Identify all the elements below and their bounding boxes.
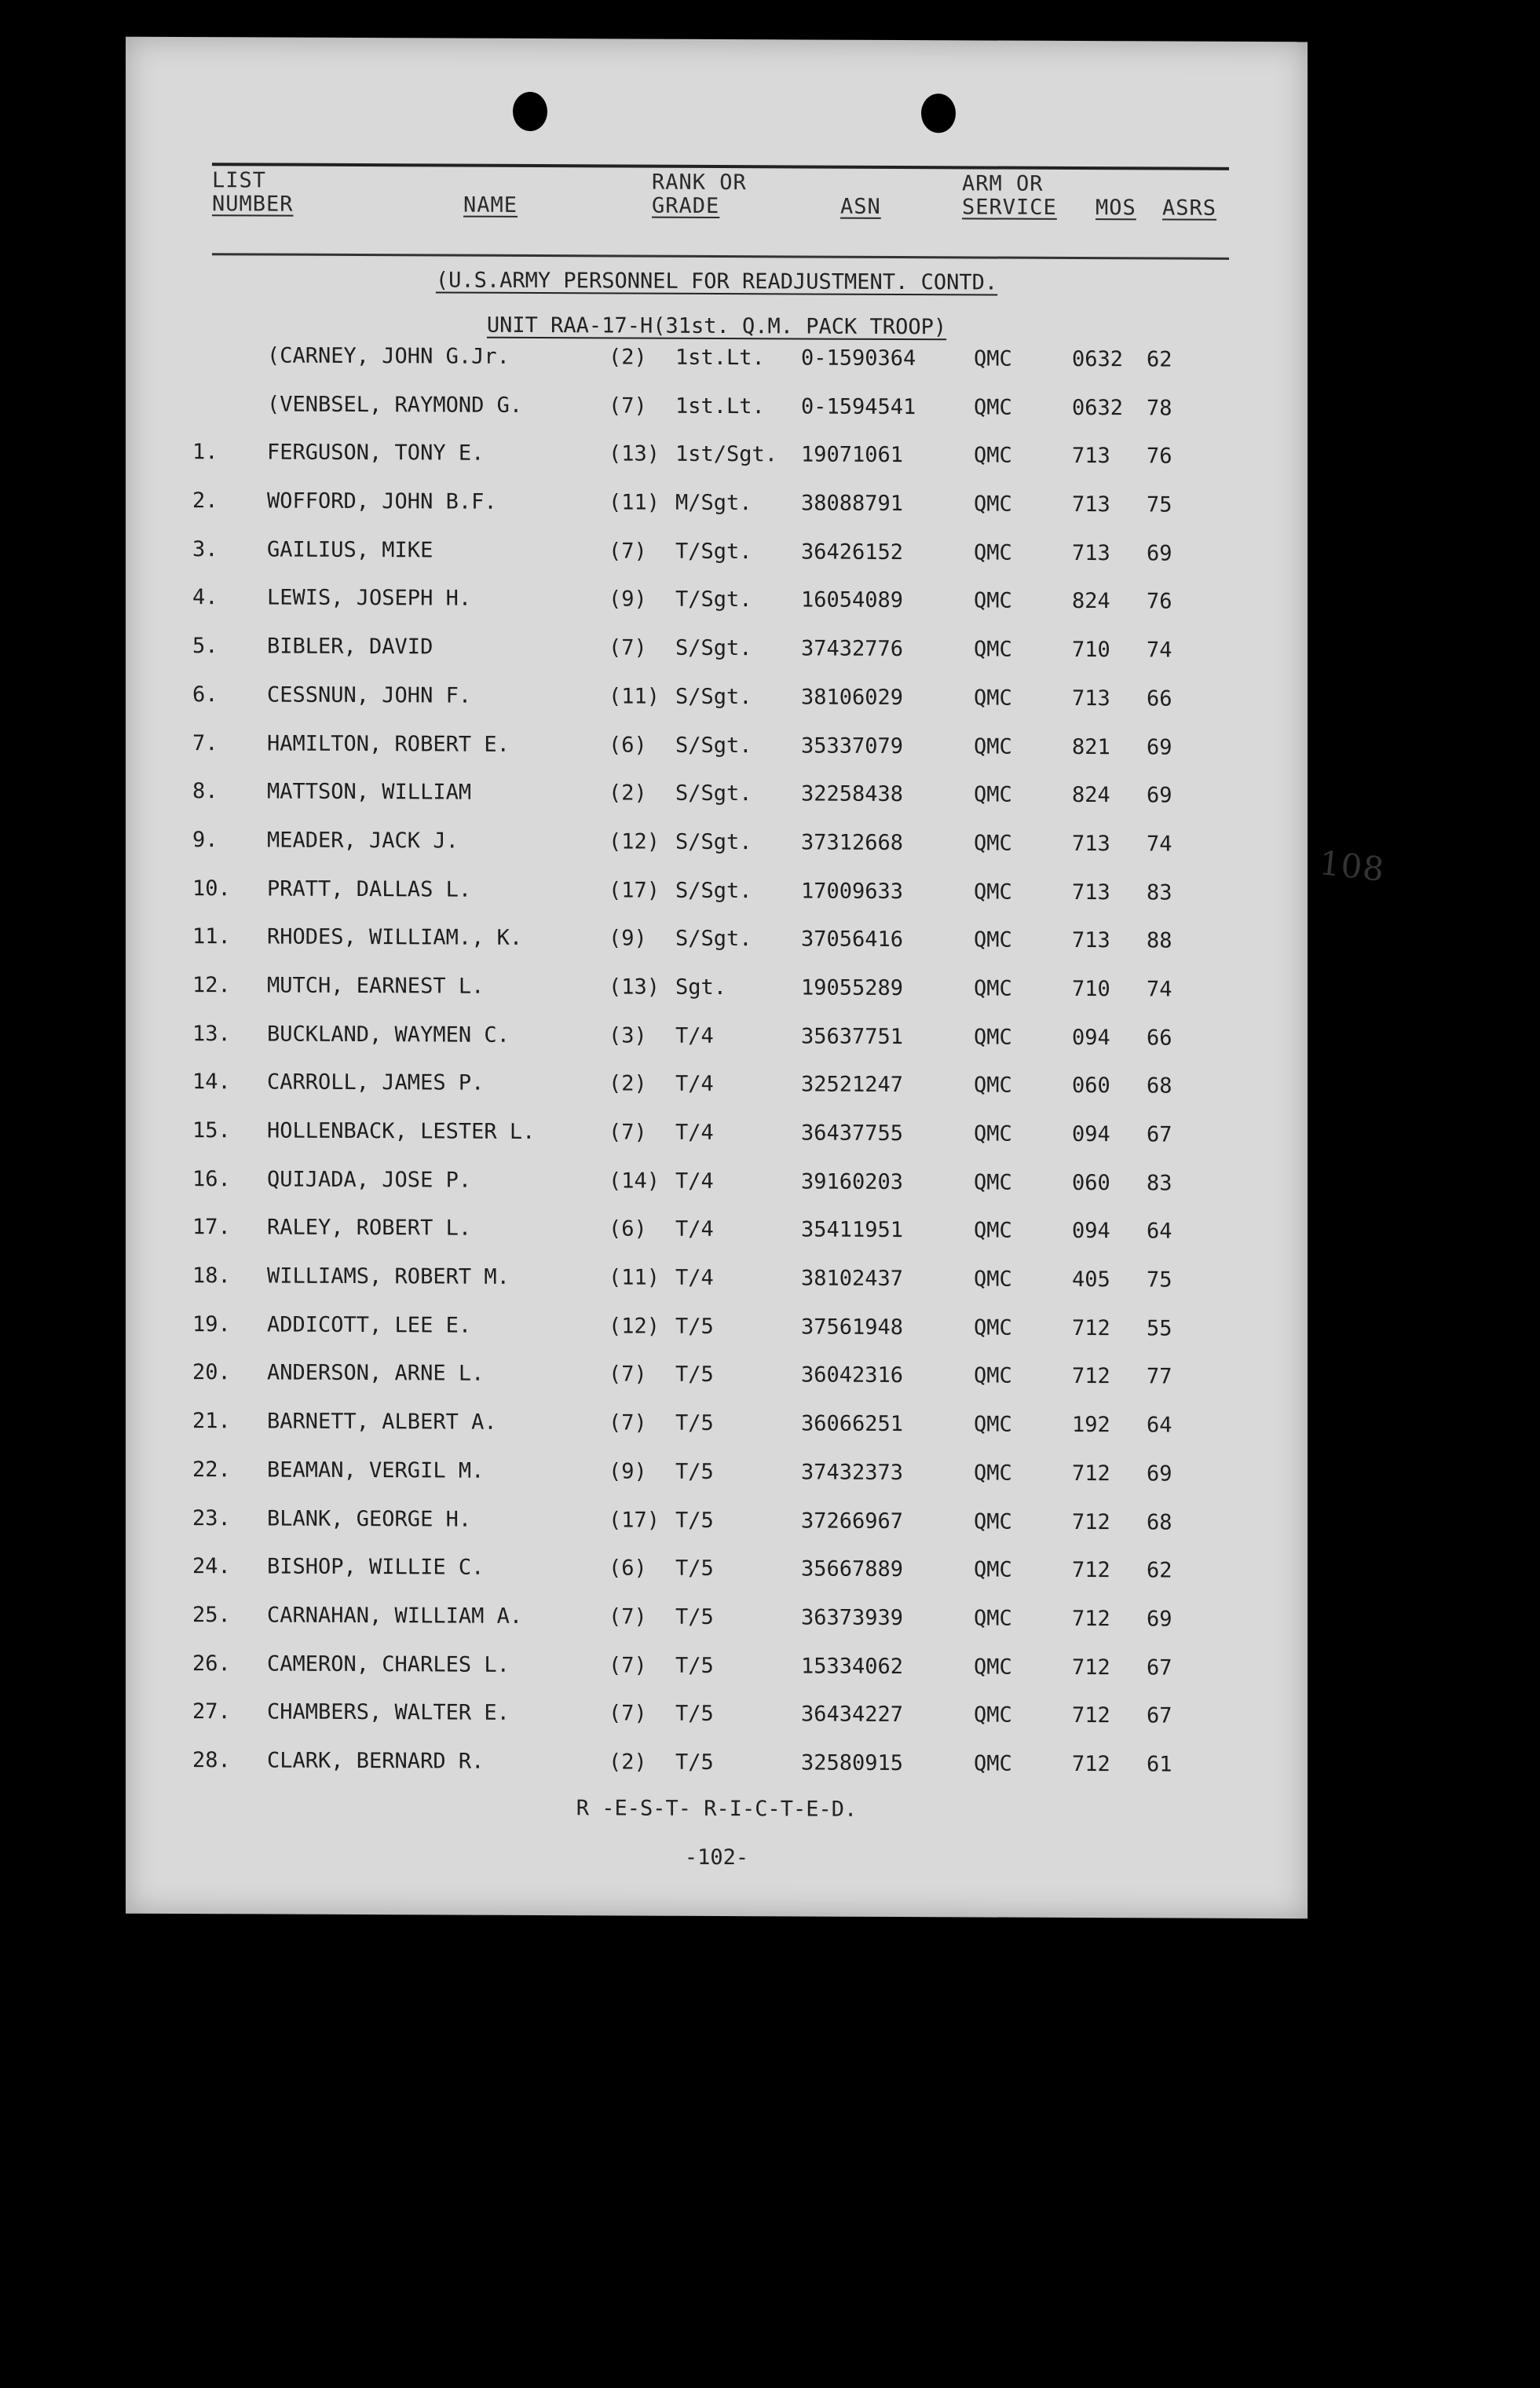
cell-asrs: 69 (1147, 541, 1172, 566)
cell-mos: 060 (1072, 1073, 1110, 1099)
table-row (126, 1166, 1308, 1220)
cell-rank: (11) (609, 1265, 660, 1290)
cell-num: 15. (192, 1118, 231, 1143)
cell-grade: S/Sgt. (675, 829, 752, 855)
table-row (126, 876, 1308, 929)
cell-arm: QMC (974, 346, 1012, 371)
cell-arm: QMC (974, 1606, 1012, 1631)
cell-rank: (6) (609, 732, 647, 758)
cell-asrs: 76 (1147, 444, 1172, 469)
cell-grade: T/5 (675, 1459, 714, 1484)
cell-name: RHODES, WILLIAM., K. (267, 924, 523, 951)
cell-asn: 32258438 (801, 781, 904, 807)
cell-asrs: 69 (1147, 734, 1172, 760)
cell-asrs: 67 (1147, 1122, 1172, 1147)
document-page (126, 37, 1387, 1919)
header-list: LIST (212, 168, 267, 193)
cell-grade: T/5 (675, 1604, 714, 1629)
header-rank-or: RANK OR (652, 170, 747, 196)
cell-arm: QMC (974, 637, 1012, 662)
cell-name: HAMILTON, ROBERT E. (267, 731, 510, 757)
cell-num: 23. (192, 1505, 231, 1530)
cell-name: BARNETT, ALBERT A. (267, 1409, 497, 1435)
personnel-list (126, 343, 1308, 1801)
cell-arm: QMC (974, 782, 1012, 807)
cell-rank: (11) (609, 490, 660, 515)
cell-grade: T/5 (675, 1750, 714, 1775)
table-row (126, 1215, 1308, 1268)
cell-rank: (7) (609, 1410, 647, 1435)
cell-arm: QMC (974, 443, 1012, 469)
cell-mos: 712 (1072, 1315, 1110, 1340)
cell-grade: 1st/Sgt. (675, 442, 778, 467)
cell-num: 26. (192, 1651, 231, 1676)
cell-mos: 713 (1072, 686, 1110, 711)
cell-num: 11. (192, 924, 231, 949)
cell-arm: QMC (974, 1121, 1012, 1146)
cell-mos: 405 (1072, 1267, 1110, 1293)
cell-asrs: 68 (1147, 1073, 1172, 1099)
cell-grade: 1st.Lt. (675, 393, 765, 419)
table-row (126, 1651, 1308, 1704)
cell-asrs: 62 (1147, 347, 1172, 372)
cell-rank: (13) (609, 975, 660, 1000)
page-stamp: 108 (1317, 843, 1387, 889)
cell-num: 16. (192, 1166, 231, 1191)
cell-arm: QMC (974, 1073, 1012, 1098)
cell-num: 24. (192, 1554, 231, 1579)
table-row (126, 1603, 1308, 1656)
cell-grade: T/5 (675, 1556, 714, 1582)
table-row (126, 343, 1308, 397)
cell-name: MATTSON, WILLIAM (267, 779, 472, 805)
cell-rank: (9) (609, 1459, 647, 1484)
table-row (126, 488, 1308, 542)
cell-grade: T/5 (675, 1410, 714, 1436)
punch-hole (921, 93, 956, 133)
cell-mos: 060 (1072, 1170, 1110, 1195)
cell-asn: 36042316 (801, 1362, 904, 1388)
cell-name: ADDICOTT, LEE E. (267, 1312, 472, 1338)
cell-grade: T/4 (675, 1265, 714, 1291)
cell-rank: (9) (609, 926, 647, 951)
cell-asn: 36434227 (801, 1702, 904, 1728)
cell-name: BISHOP, WILLIE C. (267, 1554, 485, 1580)
table-row (126, 1457, 1308, 1511)
cell-arm: QMC (974, 1218, 1012, 1244)
cell-num: 18. (192, 1263, 231, 1289)
cell-mos: 094 (1072, 1219, 1110, 1244)
cell-grade: S/Sgt. (675, 733, 752, 758)
cell-num: 12. (192, 973, 231, 998)
cell-arm: QMC (974, 395, 1012, 420)
table-row (126, 1409, 1308, 1462)
cell-mos: 824 (1072, 589, 1110, 614)
cell-num: 6. (192, 682, 218, 708)
cell-name: CARROLL, JAMES P. (267, 1070, 485, 1096)
cell-arm: QMC (974, 927, 1012, 953)
table-row (126, 585, 1308, 638)
cell-asrs: 75 (1147, 492, 1172, 517)
cell-rank: (17) (609, 1507, 660, 1533)
header-bottom-rule (212, 253, 1229, 260)
cell-asn: 37312668 (801, 830, 904, 855)
cell-grade: T/4 (675, 1120, 714, 1145)
cell-grade: S/Sgt. (675, 684, 752, 710)
cell-name: (VENBSEL, RAYMOND G. (267, 392, 523, 418)
cell-rank: (7) (609, 1652, 647, 1678)
cell-num: 2. (192, 488, 218, 514)
cell-num: 25. (192, 1602, 231, 1628)
cell-arm: QMC (974, 1702, 1012, 1728)
cell-asrs: 88 (1147, 928, 1172, 953)
cell-mos: 0632 (1072, 346, 1124, 372)
cell-arm: QMC (974, 1461, 1012, 1486)
cell-rank: (2) (609, 1071, 647, 1096)
cell-name: CAMERON, CHARLES L. (267, 1651, 510, 1677)
cell-mos: 094 (1072, 1121, 1110, 1147)
cell-arm: QMC (974, 1557, 1012, 1582)
table-row (126, 1360, 1308, 1413)
cell-grade: S/Sgt. (675, 878, 752, 903)
cell-name: CARNAHAN, WILLIAM A. (267, 1603, 523, 1629)
cell-arm: QMC (974, 1654, 1012, 1680)
cell-arm: QMC (974, 1751, 1012, 1776)
header-arm-or: ARM OR (962, 171, 1044, 196)
cell-rank: (17) (609, 877, 660, 903)
cell-num: 3. (192, 536, 218, 561)
cell-asrs: 64 (1147, 1219, 1172, 1244)
cell-name: CESSNUN, JOHN F. (267, 682, 472, 708)
cell-rank: (7) (609, 1120, 647, 1145)
cell-grade: T/5 (675, 1702, 714, 1727)
cell-num: 13. (192, 1021, 231, 1046)
cell-grade: T/4 (675, 1168, 714, 1194)
cell-num: 7. (192, 730, 218, 755)
cell-grade: S/Sgt. (675, 781, 752, 806)
cell-name: HOLLENBACK, LESTER L. (267, 1118, 536, 1144)
table-row (126, 1118, 1308, 1172)
cell-num: 1. (192, 440, 218, 465)
cell-num: 27. (192, 1699, 231, 1724)
cell-name: BIBLER, DAVID (267, 634, 433, 660)
cell-rank: (13) (609, 441, 660, 467)
cell-arm: QMC (974, 733, 1012, 759)
cell-rank: (7) (609, 1362, 647, 1388)
column-header (212, 169, 1229, 249)
cell-asrs: 61 (1147, 1752, 1172, 1777)
table-row (126, 1311, 1308, 1365)
cell-arm: QMC (974, 1412, 1012, 1437)
cell-grade: M/Sgt. (675, 490, 752, 516)
cell-mos: 710 (1072, 976, 1110, 1002)
table-row (126, 1699, 1308, 1753)
cell-num: 14. (192, 1070, 231, 1095)
cell-name: PRATT, DALLAS L. (267, 876, 472, 902)
cell-asn: 19055289 (801, 975, 904, 1000)
cell-rank: (6) (609, 1216, 647, 1242)
cell-asn: 37432776 (801, 636, 904, 662)
cell-rank: (12) (609, 1314, 660, 1339)
cell-rank: (7) (609, 393, 647, 419)
cell-num: 20. (192, 1360, 231, 1385)
cell-rank: (7) (609, 1701, 647, 1726)
cell-asrs: 78 (1147, 396, 1172, 421)
cell-arm: QMC (974, 540, 1012, 565)
cell-grade: T/5 (675, 1508, 714, 1533)
cell-asn: 35637751 (801, 1024, 904, 1049)
cell-mos: 192 (1072, 1413, 1110, 1438)
table-row (126, 1263, 1308, 1317)
cell-grade: S/Sgt. (675, 927, 752, 952)
cell-asrs: 67 (1147, 1655, 1172, 1680)
cell-mos: 0632 (1072, 395, 1124, 420)
cell-name: BEAMAN, VERGIL M. (267, 1457, 485, 1483)
cell-asrs: 55 (1147, 1316, 1172, 1341)
cell-asrs: 83 (1147, 1171, 1172, 1196)
table-row (126, 828, 1308, 881)
cell-mos: 094 (1072, 1025, 1110, 1050)
table-row (126, 440, 1308, 493)
unit-title: UNIT RAA-17-H(31st. Q.M. PACK TROOP) (486, 313, 947, 340)
table-row (126, 1070, 1308, 1123)
table-row (126, 1554, 1308, 1607)
cell-asrs: 69 (1147, 783, 1172, 808)
cell-grade: T/5 (675, 1314, 714, 1339)
cell-rank: (2) (609, 345, 647, 370)
cell-asn: 36373939 (801, 1605, 904, 1630)
cell-asn: 38102437 (801, 1266, 904, 1292)
cell-grade: T/5 (675, 1362, 714, 1388)
cell-grade: Sgt. (675, 975, 727, 1000)
header-number: NUMBER (212, 192, 294, 217)
cell-num: 28. (192, 1748, 231, 1773)
cell-mos: 821 (1072, 734, 1110, 759)
table-row (126, 536, 1308, 590)
cell-asrs: 69 (1147, 1607, 1172, 1632)
cell-name: (CARNEY, JOHN G.Jr. (267, 343, 510, 369)
cell-mos: 712 (1072, 1751, 1110, 1777)
cell-name: QUIJADA, JOSE P. (267, 1167, 472, 1193)
cell-arm: QMC (974, 831, 1012, 856)
cell-asn: 38106029 (801, 685, 904, 710)
cell-rank: (3) (609, 1023, 647, 1048)
cell-rank: (14) (609, 1168, 660, 1194)
table-row (126, 682, 1308, 736)
cell-grade: 1st.Lt. (675, 345, 765, 371)
cell-asn: 17009633 (801, 879, 904, 904)
cell-num: 17. (192, 1215, 231, 1240)
cell-grade: S/Sgt. (675, 635, 752, 661)
cell-grade: T/4 (675, 1072, 714, 1097)
cell-asn: 37432373 (801, 1460, 904, 1485)
header-asrs: ASRS (1162, 196, 1217, 221)
cell-num: 8. (192, 779, 218, 804)
cell-asrs: 64 (1147, 1413, 1172, 1438)
cell-arm: QMC (974, 686, 1012, 711)
cell-asn: 37266967 (801, 1508, 904, 1534)
header-name: NAME (463, 192, 518, 218)
cell-name: MEADER, JACK J. (267, 828, 459, 854)
cell-name: BLANK, GEORGE H. (267, 1506, 472, 1532)
cell-asn: 38088791 (801, 491, 904, 517)
cell-asn: 36426152 (801, 539, 904, 565)
cell-asrs: 67 (1147, 1703, 1172, 1728)
table-row (126, 779, 1308, 832)
cell-asrs: 68 (1147, 1509, 1172, 1535)
cell-num: 19. (192, 1311, 231, 1337)
cell-num: 9. (192, 827, 218, 853)
cell-asn: 36066251 (801, 1411, 904, 1437)
cell-asrs: 66 (1147, 1026, 1172, 1051)
cell-asn: 19071061 (801, 442, 904, 468)
cell-asrs: 69 (1147, 1461, 1172, 1487)
cell-asn: 0-1594541 (801, 394, 916, 419)
cell-arm: QMC (974, 1363, 1012, 1389)
cell-rank: (2) (609, 1750, 647, 1775)
cell-mos: 712 (1072, 1703, 1110, 1728)
table-row (126, 1505, 1308, 1559)
cell-num: 10. (192, 876, 231, 901)
cell-grade: T/Sgt. (675, 539, 752, 564)
cell-arm: QMC (974, 1170, 1012, 1195)
header-service: SERVICE (962, 195, 1057, 220)
header-grade: GRADE (652, 193, 720, 219)
cell-asn: 37561948 (801, 1315, 904, 1340)
cell-asn: 32580915 (801, 1750, 904, 1775)
cell-rank: (12) (609, 829, 660, 854)
cell-arm: QMC (974, 1508, 1012, 1534)
cell-grade: T/Sgt. (675, 587, 752, 613)
cell-name: LEWIS, JOSEPH H. (267, 585, 472, 612)
cell-num: 5. (192, 634, 218, 659)
cell-asrs: 76 (1147, 589, 1172, 614)
cell-name: RALEY, ROBERT L. (267, 1215, 472, 1242)
header-asn: ASN (840, 194, 881, 219)
table-row (126, 1748, 1308, 1801)
cell-name: WOFFORD, JOHN B.F. (267, 488, 497, 514)
cell-rank: (7) (609, 635, 647, 660)
cell-num: 4. (192, 585, 218, 610)
cell-num: 22. (192, 1457, 231, 1483)
cell-mos: 712 (1072, 1558, 1110, 1583)
page-number: -102- (684, 1845, 749, 1871)
cell-rank: (7) (609, 539, 647, 564)
cell-mos: 712 (1072, 1461, 1110, 1486)
cell-asn: 15334062 (801, 1654, 904, 1679)
cell-asn: 35411951 (801, 1217, 904, 1243)
cell-asrs: 74 (1147, 638, 1172, 663)
punch-hole (513, 92, 547, 131)
cell-arm: QMC (974, 588, 1012, 614)
cell-mos: 710 (1072, 638, 1110, 663)
cell-grade: T/4 (675, 1023, 714, 1048)
cell-name: MUTCH, EARNEST L. (267, 973, 485, 999)
cell-name: ANDERSON, ARNE L. (267, 1360, 485, 1387)
cell-asn: 16054089 (801, 587, 904, 613)
cell-name: BUCKLAND, WAYMEN C. (267, 1022, 510, 1048)
cell-mos: 824 (1072, 783, 1110, 808)
cell-mos: 713 (1072, 540, 1110, 565)
cell-rank: (9) (609, 587, 647, 613)
cell-name: FERGUSON, TONY E. (267, 440, 485, 466)
cell-asrs: 74 (1147, 832, 1172, 857)
cell-arm: QMC (974, 1025, 1012, 1050)
cell-num: 21. (192, 1409, 231, 1434)
cell-arm: QMC (974, 1267, 1012, 1292)
cell-name: WILLIAMS, ROBERT M. (267, 1263, 510, 1289)
cell-asrs: 74 (1147, 977, 1172, 1002)
cell-mos: 713 (1072, 831, 1110, 857)
cell-asn: 36437755 (801, 1121, 904, 1146)
cell-mos: 712 (1072, 1606, 1110, 1632)
restricted-marking: R -E-S-T- R-I-C-T-E-D. (576, 1796, 858, 1822)
header-mos: MOS (1096, 196, 1136, 221)
cell-asrs: 83 (1147, 880, 1172, 905)
table-row (126, 391, 1308, 444)
cell-asn: 35337079 (801, 733, 904, 759)
cell-grade: T/5 (675, 1653, 714, 1678)
cell-name: CHAMBERS, WALTER E. (267, 1699, 510, 1726)
cell-asn: 39160203 (801, 1169, 904, 1194)
cell-mos: 712 (1072, 1509, 1110, 1534)
cell-asrs: 66 (1147, 686, 1172, 711)
cell-asn: 37056416 (801, 927, 904, 953)
cell-name: CLARK, BERNARD R. (267, 1748, 485, 1774)
cell-asn: 32521247 (801, 1072, 904, 1098)
cell-asrs: 75 (1147, 1267, 1172, 1293)
cell-asn: 35667889 (801, 1556, 904, 1582)
cell-mos: 712 (1072, 1364, 1110, 1389)
table-row (126, 730, 1308, 784)
cell-mos: 713 (1072, 444, 1110, 469)
cell-asn: 0-1590364 (801, 346, 916, 371)
cell-mos: 713 (1072, 928, 1110, 953)
table-row (126, 634, 1308, 687)
cell-rank: (7) (609, 1604, 647, 1629)
cell-grade: T/4 (675, 1217, 714, 1242)
cell-arm: QMC (974, 492, 1012, 517)
section-title: (U.S.ARMY PERSONNEL FOR READJUSTMENT. CONTD. (435, 268, 998, 295)
cell-asrs: 62 (1147, 1558, 1172, 1583)
table-row (126, 973, 1308, 1026)
cell-name: GAILIUS, MIKE (267, 537, 433, 563)
cell-arm: QMC (974, 976, 1012, 1001)
cell-arm: QMC (974, 879, 1012, 905)
cell-rank: (11) (609, 684, 660, 709)
cell-rank: (6) (609, 1556, 647, 1581)
cell-asrs: 77 (1147, 1364, 1172, 1389)
cell-mos: 713 (1072, 492, 1110, 517)
cell-mos: 712 (1072, 1655, 1110, 1680)
cell-mos: 713 (1072, 880, 1110, 905)
table-row (126, 924, 1308, 978)
table-row (126, 1021, 1308, 1074)
cell-rank: (2) (609, 781, 647, 806)
cell-arm: QMC (974, 1315, 1012, 1340)
